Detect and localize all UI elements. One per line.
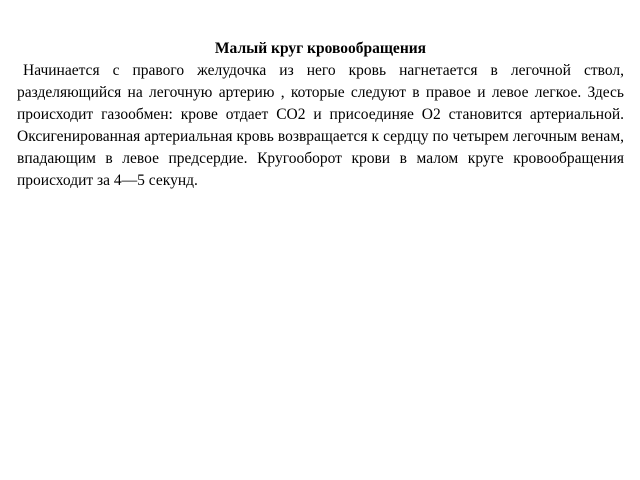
document-title: Малый круг кровообращения <box>214 40 427 57</box>
document-paragraph: Начинается с правого желудочка из него кровь нагнетается в легочной ствол, разделяющийся на легочную артерию , которые следуют в правое и левое легкое. Здесь происходит газообмен: крове отдает СО2 и присоединяе О2 становится артериальной. Оксигенированная артериальная кровь возвращается к сердцу по четырем легочным венам, впадающим в левое предсердие. Кругооборот крови в малом круге кровообращения происходит за 4—5 секунд. <box>17 62 624 189</box>
